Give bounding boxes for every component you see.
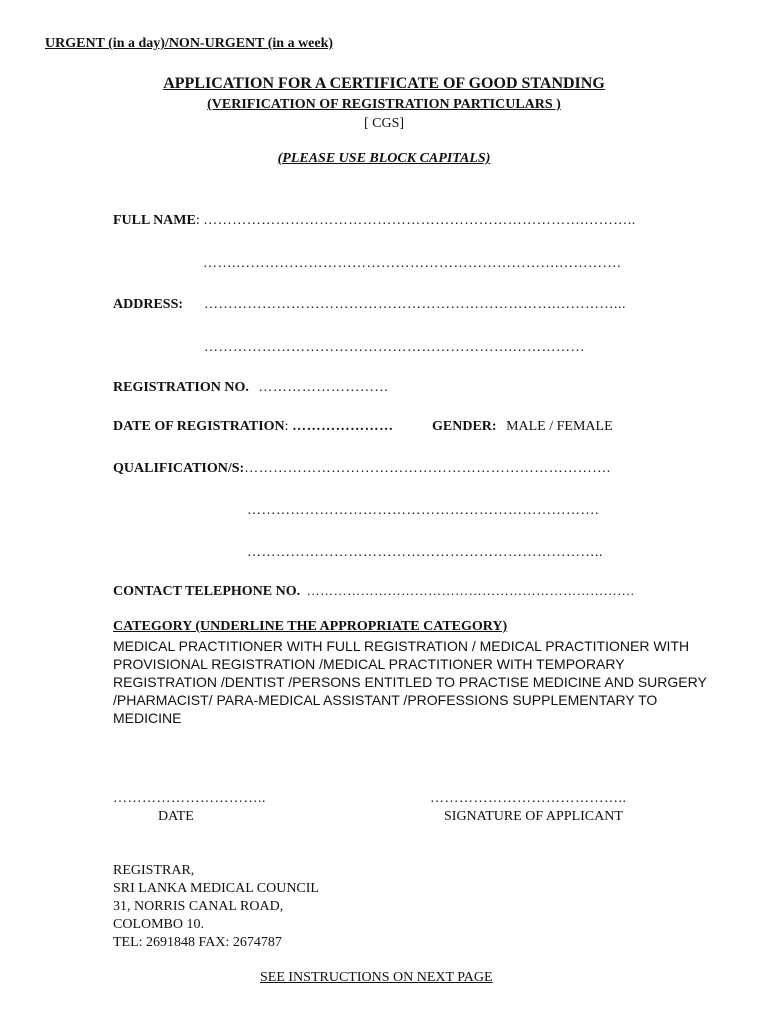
form-code: [ CGS] xyxy=(363,116,405,131)
address-field-2[interactable]: ……………………………………………………….…………… xyxy=(204,340,585,355)
date-of-registration-row[interactable] xyxy=(113,419,394,435)
date-of-registration-field[interactable]: ………………… xyxy=(292,419,394,434)
qualification-field-3[interactable]: ……………………………………………………………….. xyxy=(247,545,603,560)
contact-row[interactable] xyxy=(113,583,634,600)
address-line: TEL: 2691848 FAX: 2674787 xyxy=(113,935,282,950)
full-name-field-1[interactable]: …………………………………………………………………….……….. xyxy=(203,213,636,228)
full-name-label: FULL NAME xyxy=(113,213,196,228)
applicant-signature-field[interactable]: ………………………………….. xyxy=(430,791,627,806)
form-title: APPLICATION FOR A CERTIFICATE OF GOOD STANDING xyxy=(163,75,605,92)
date-of-registration-label: DATE OF REGISTRATION xyxy=(113,419,285,434)
qualification-row[interactable] xyxy=(113,461,611,477)
full-name-row[interactable] xyxy=(113,213,636,229)
qualification-field-2[interactable]: ………………………………………………………………. xyxy=(247,503,599,518)
address-field-1[interactable]: ……………………………………………………………….…………... xyxy=(204,297,626,312)
registration-row[interactable] xyxy=(113,380,389,396)
address-line: REGISTRAR, xyxy=(113,863,195,878)
gender-options[interactable]: MALE / FEMALE xyxy=(506,419,613,434)
see-instructions-note: SEE INSTRUCTIONS ON NEXT PAGE xyxy=(260,970,493,985)
address-line: COLOMBO 10. xyxy=(113,917,205,932)
date-signature-field[interactable]: ………………………….. xyxy=(113,791,266,806)
signature-label: SIGNATURE OF APPLICANT xyxy=(444,809,623,824)
address-label: ADDRESS: xyxy=(113,297,184,312)
urgency-line: URGENT (in a day)/NON-URGENT (in a week) xyxy=(45,36,334,51)
registrar-address xyxy=(113,862,319,952)
contact-label: CONTACT TELEPHONE NO. xyxy=(113,584,301,599)
full-name-field-2[interactable]: …….………………………………………………………….…………. xyxy=(203,256,621,271)
gender-row[interactable] xyxy=(432,419,613,435)
registration-label: REGISTRATION NO. xyxy=(113,380,249,395)
date-label: DATE xyxy=(158,809,194,824)
full-name-colon: : xyxy=(195,213,204,228)
address-line: SRI LANKA MEDICAL COUNCIL xyxy=(113,881,319,896)
category-options[interactable]: MEDICAL PRACTITIONER WITH FULL REGISTRATION / MEDICAL PRACTITIONER WITH PROVISIONAL REGISTRATION /MEDICAL PRACTITIONER WITH TEMPORARY REGISTRATION /DENTIST /PERSONS ENTITLED TO PRACTISE MEDICINE AND SURGERY /PHARMACIST/ PARA-MEDICAL ASSISTANT /PROFESSIONS SUPPLEMENTARY TO MEDICINE xyxy=(113,638,707,726)
date-of-registration-colon: : xyxy=(284,419,293,434)
qualification-field-1[interactable]: …………………………………………………………………. xyxy=(244,461,611,476)
block-capitals-instruction: (PLEASE USE BLOCK CAPITALS) xyxy=(277,151,491,166)
category-heading: CATEGORY (UNDERLINE THE APPROPRIATE CATEGORY) xyxy=(113,619,508,634)
gender-label: GENDER: xyxy=(432,419,497,434)
form-subtitle: (VERIFICATION OF REGISTRATION PARTICULARS ) xyxy=(207,97,561,112)
address-line: 31, NORRIS CANAL ROAD, xyxy=(113,899,284,914)
contact-field[interactable]: ………………………………………………………………. xyxy=(306,583,635,598)
qualification-label: QUALIFICATION/S: xyxy=(113,461,245,476)
registration-field[interactable]: ……………………… xyxy=(258,380,389,395)
